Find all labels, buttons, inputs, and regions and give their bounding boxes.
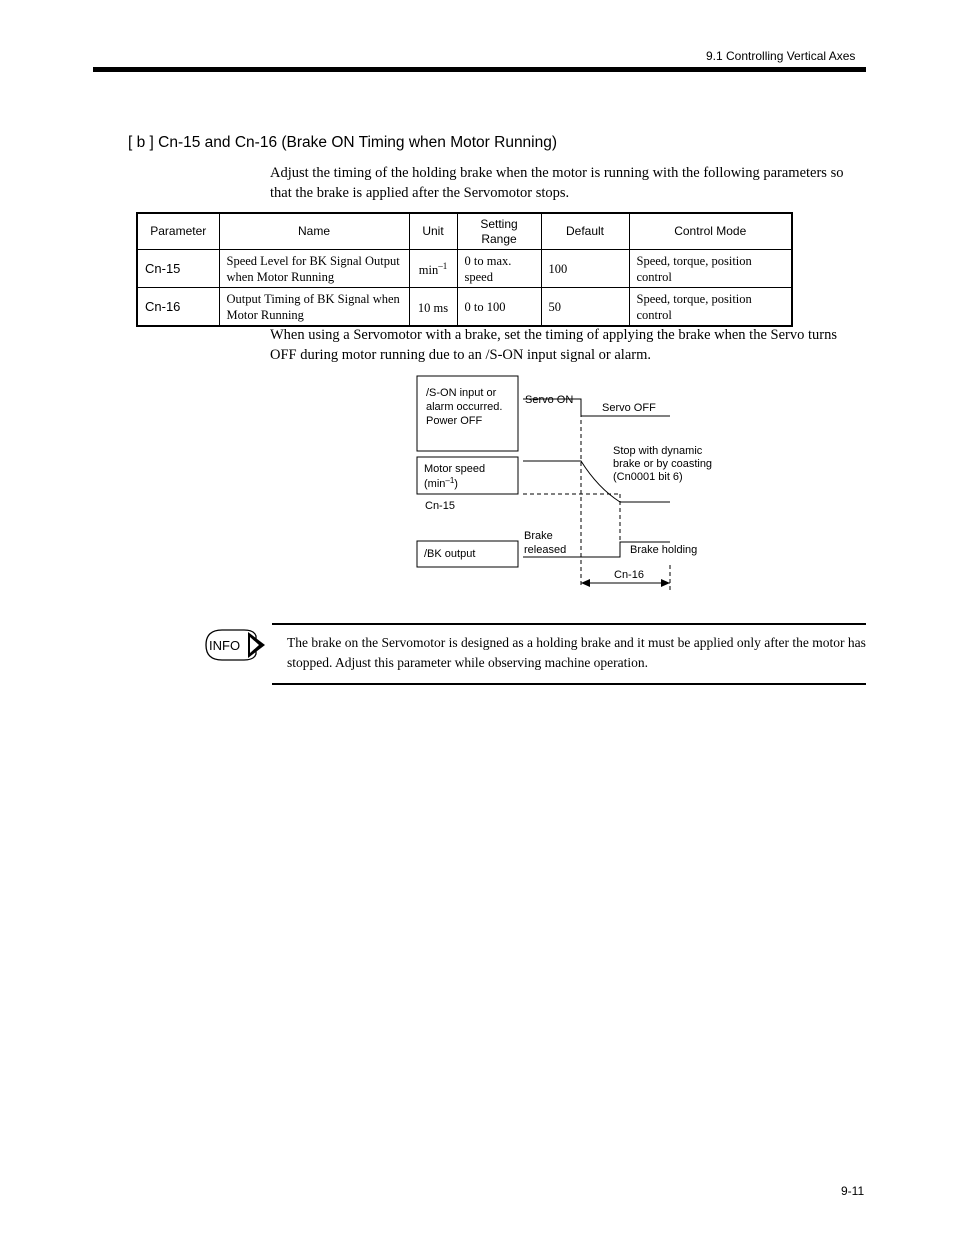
column-header: Name	[219, 213, 409, 250]
cell-mode: Speed, torque, position control	[629, 250, 792, 288]
cell-mode: Speed, torque, position control	[629, 288, 792, 327]
cn16-arrowhead-right	[661, 579, 670, 587]
info-top-rule	[272, 623, 866, 625]
column-header: Setting Range	[457, 213, 541, 250]
unit-superscript: –1	[438, 261, 448, 272]
column-header: Parameter	[137, 213, 219, 250]
stop-note-line: brake or by coasting	[613, 458, 713, 470]
header-rule	[93, 67, 866, 72]
unit-base: 10 ms	[417, 301, 449, 316]
cell-name: Speed Level for BK Signal Output when Motor Running	[219, 250, 409, 288]
son-box-line: alarm occurred.	[426, 401, 503, 413]
unit-base: min	[418, 263, 439, 278]
servo-on-label: Servo ON	[525, 394, 574, 406]
cell-name: Output Timing of BK Signal when Motor Running	[219, 288, 409, 327]
column-header: Default	[541, 213, 629, 250]
timing-diagram	[410, 370, 740, 600]
stop-note-line: (Cn0001 bit 6)	[613, 471, 683, 483]
page-number: 9-11	[841, 1184, 865, 1198]
cell-parameter: Cn-16	[137, 288, 219, 327]
cell-unit	[409, 288, 457, 327]
info-icon	[204, 626, 266, 664]
cell-default: 100	[541, 250, 629, 288]
cn16-label: Cn-16	[614, 569, 644, 581]
brake-released-line: Brake	[524, 530, 553, 542]
table-header-row	[137, 213, 792, 250]
motor-speed-unit: $(\min^{-1})$	[424, 476, 458, 490]
son-box-line: /S-ON input or	[426, 387, 497, 399]
parameter-table	[136, 212, 793, 327]
running-header: 9.1 Controlling Vertical Axes	[706, 49, 856, 63]
intro-paragraph: Adjust the timing of the holding brake when the motor is running with the following parameters so that the brake is applied after the Servomotor stops.	[270, 165, 844, 201]
cell-default: 50	[541, 288, 629, 327]
cell-range: 0 to max. speed	[457, 250, 541, 288]
info-icon-label: INFO	[209, 638, 241, 653]
table-row	[137, 250, 792, 288]
after-table-paragraph: When using a Servomotor with a brake, set the timing of applying the brake when the Servo turns OFF during motor running due to an /S-ON input signal or alarm.	[270, 327, 837, 363]
son-box-line: Power OFF	[426, 415, 483, 427]
cn15-label: Cn-15	[425, 500, 455, 512]
bk-output-label: /BK output	[424, 548, 476, 560]
cell-unit	[409, 250, 457, 288]
column-header: Control Mode	[629, 213, 792, 250]
brake-holding-label: Brake holding	[630, 544, 698, 556]
info-text: The brake on the Servomotor is designed as a holding brake and it must be applied only after the motor has stopped. Adjust this parameter while observing machine operation.	[287, 635, 866, 670]
table-row	[137, 288, 792, 327]
brake-released-line: released	[524, 544, 567, 556]
cell-range: 0 to 100	[457, 288, 541, 327]
cn16-arrowhead-left	[581, 579, 590, 587]
section-heading: [ b ] Cn-15 and Cn-16 (Brake ON Timing when Motor Running)	[128, 134, 558, 151]
motor-speed-label: Motor speed	[424, 463, 486, 475]
column-header: Unit	[409, 213, 457, 250]
cell-parameter: Cn-15	[137, 250, 219, 288]
servo-off-label: Servo OFF	[602, 402, 656, 414]
info-bottom-rule	[272, 683, 866, 685]
stop-note-line: Stop with dynamic	[613, 445, 703, 457]
